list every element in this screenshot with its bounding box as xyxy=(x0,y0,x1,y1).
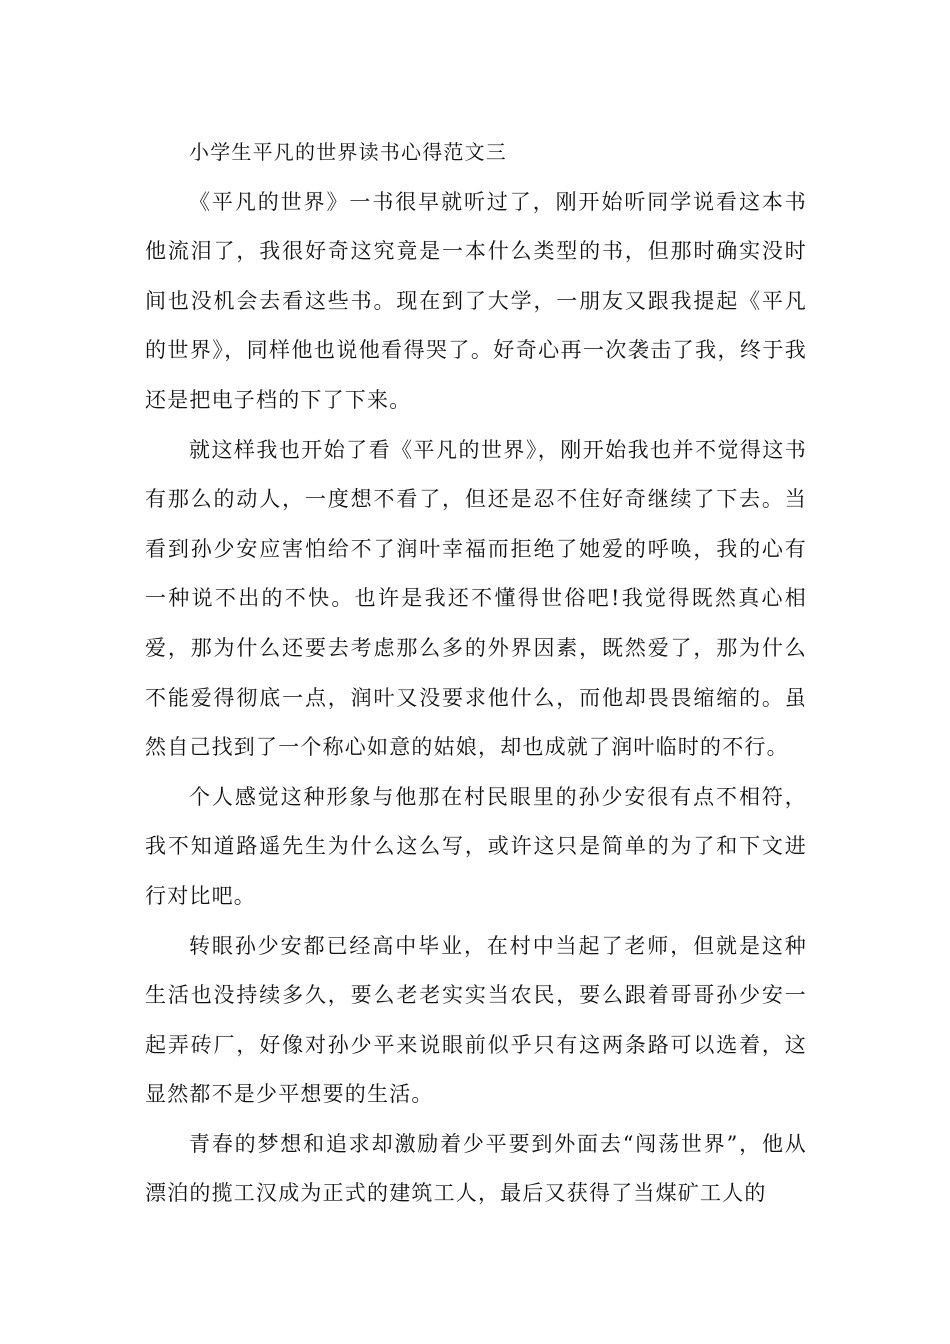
paragraph-3: 个人感觉这种形象与他那在村民眼里的孙少安很有点不相符，我不知道路遥先生为什么这么写，或许这只是简单的为了和下文进行对比吧。 xyxy=(145,784,807,908)
paragraph-2: 就这样我也开始了看《平凡的世界》，刚开始我也并不觉得这书有那么的动人，一度想不看了，但还是忍不住好奇继续了下去。当看到孙少安应害怕给不了润叶幸福而拒绝了她爱的呼唤，我的心有一种说不出的不快。也许是我还不懂得世俗吧!我觉得既然真心相爱，那为什么还要去考虑那么多的外界因素，既然爱了，那为什么不能爱得彻底一点，润叶又没要求他什么，而他却畏畏缩缩的。虽然自己找到了一个称心如意的姑娘，却也成就了润叶临时的不行。 xyxy=(145,437,807,760)
paragraph-1: 《平凡的世界》一书很早就听过了，刚开始听同学说看这本书他流泪了，我很好奇这究竟是一本什么类型的书，但那时确实没时间也没机会去看这些书。现在到了大学，一朋友又跟我提起《平凡的世界》，同样他也说他看得哭了。好奇心再一次袭击了我，终于我还是把电子档的下了下来。 xyxy=(145,189,807,412)
paragraph-4: 转眼孙少安都已经高中毕业，在村中当起了老师，但就是这种生活也没持续多久，要么老老实实当农民，要么跟着哥哥孙少安一起弄砖厂，好像对孙少平来说眼前似乎只有这两条路可以选着，这显然都不是少平想要的生活。 xyxy=(145,933,807,1107)
document-body xyxy=(145,128,807,1219)
paragraph-5: 青春的梦想和追求却激励着少平要到外面去“闯荡世界”，他从漂泊的揽工汉成为正式的建筑工人，最后又获得了当煤矿工人的 xyxy=(145,1131,807,1206)
document-title: 小学生平凡的世界读书心得范文三 xyxy=(189,140,507,164)
